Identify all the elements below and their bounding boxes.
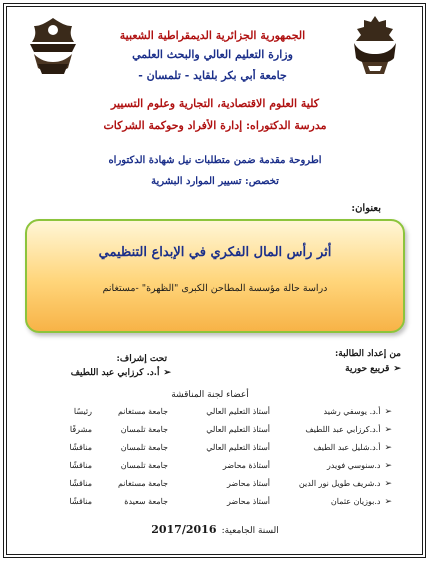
member-institution: جامعة مستغانم bbox=[117, 479, 168, 488]
arrow-bullet-icon: ➢ bbox=[384, 461, 392, 471]
member-rank: أستاذ التعليم العالي bbox=[206, 425, 270, 434]
member-institution: جامعة مستغانم bbox=[117, 407, 168, 416]
supervisor-entry bbox=[71, 368, 171, 378]
arrow-bullet-icon: ➢ bbox=[163, 368, 171, 378]
title-label: بعنوان: bbox=[351, 203, 381, 214]
header-ministry: وزارة التعليم العالي والبحث العلمي bbox=[132, 48, 293, 61]
member-name: ➢د.سنوسي فويدر bbox=[326, 461, 392, 471]
arrow-bullet-icon: ➢ bbox=[384, 407, 392, 417]
committee-row bbox=[40, 425, 392, 437]
header-doctoral-school: مدرسة الدكتوراه: إدارة الأفراد وحوكمة الشركات bbox=[103, 119, 327, 132]
member-name: ➢أ.د.كرزابي عبد اللطيف bbox=[305, 425, 392, 435]
student-entry bbox=[345, 364, 401, 374]
member-rank: أستاذ التعليم العالي bbox=[206, 443, 270, 452]
header-university: جامعة أبي بكر بلقايد - تلمسان - bbox=[138, 69, 287, 82]
header-republic: الجمهورية الجزائرية الديمقراطية الشعبية bbox=[119, 29, 306, 42]
member-role: مشرفًا bbox=[69, 425, 92, 434]
academic-year bbox=[100, 518, 330, 537]
arrow-bullet-icon: ➢ bbox=[393, 364, 401, 374]
academic-year-value: 2017/2016 bbox=[151, 523, 217, 536]
arrow-bullet-icon: ➢ bbox=[384, 425, 392, 435]
member-name: ➢د.بوزيان عثمان bbox=[330, 497, 392, 507]
member-role: مناقشًا bbox=[69, 497, 92, 506]
committee-row bbox=[40, 497, 392, 509]
title-box bbox=[25, 219, 405, 333]
member-rank: أستاذة محاضر bbox=[222, 461, 270, 470]
student-label: من إعداد الطالبة: bbox=[334, 349, 401, 359]
member-rank: أستاذ محاضر bbox=[227, 497, 270, 506]
arrow-bullet-icon: ➢ bbox=[384, 497, 392, 507]
member-name: ➢د.شريف طويل نور الدين bbox=[298, 479, 392, 489]
committee-row bbox=[40, 479, 392, 491]
member-institution: جامعة تلمسان bbox=[120, 443, 168, 452]
supervisor-name: أ.د. كرزابي عبد اللطيف bbox=[70, 368, 160, 378]
arrow-bullet-icon: ➢ bbox=[384, 443, 392, 453]
member-role: مناقشًا bbox=[69, 461, 92, 470]
member-institution: جامعة سعيدة bbox=[124, 497, 168, 506]
thesis-description: أطروحة مقدمة ضمن متطلبات نيل شهادة الدكتوراه bbox=[108, 155, 322, 166]
member-institution: جامعة تلمسان bbox=[120, 461, 168, 470]
member-rank: أستاذ التعليم العالي bbox=[206, 407, 270, 416]
student-name: قريبع حورية bbox=[345, 364, 390, 374]
arrow-bullet-icon: ➢ bbox=[384, 479, 392, 489]
thesis-title: أثر رأس المال الفكري في الإبداع التنظيمي bbox=[98, 245, 332, 260]
member-rank: أستاذ محاضر bbox=[227, 479, 270, 488]
committee-row bbox=[40, 407, 392, 419]
committee-title: أعضاء لجنة المناقشة bbox=[171, 390, 249, 400]
member-role: مناقشًا bbox=[69, 479, 92, 488]
member-role: مناقشًا bbox=[69, 443, 92, 452]
committee-row bbox=[40, 443, 392, 455]
university-emblem-icon bbox=[22, 14, 84, 78]
thesis-subtitle: دراسة حالة مؤسسة المطاحن الكبرى "الظهرة" -مستغانم bbox=[102, 283, 328, 294]
committee-row bbox=[40, 461, 392, 473]
thesis-specialty: تخصص: تسيير الموارد البشرية bbox=[151, 176, 279, 187]
supervisor-label: تحت إشراف: bbox=[116, 354, 167, 364]
member-role: رئيسًا bbox=[73, 407, 92, 416]
member-name: ➢أ.د.شليل عبد الطيف bbox=[313, 443, 392, 453]
academic-year-label: السنة الجامعية: bbox=[221, 526, 279, 536]
header-faculty: كلية العلوم الاقتصادية، التجارية وعلوم التسيير bbox=[110, 97, 319, 110]
faculty-emblem-icon bbox=[344, 14, 406, 78]
member-name: ➢أ.د. يوسفي رشيد bbox=[323, 407, 392, 417]
member-institution: جامعة تلمسان bbox=[120, 425, 168, 434]
